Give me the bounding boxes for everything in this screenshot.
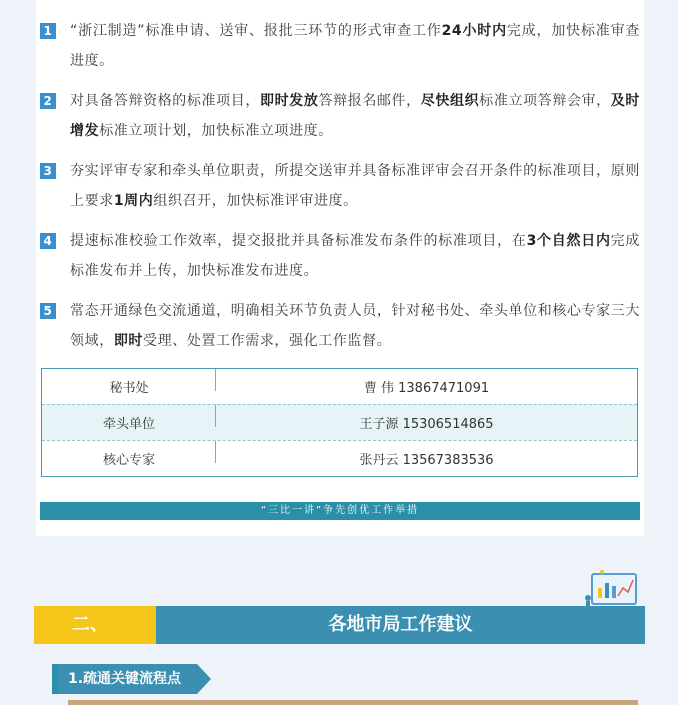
item-text bbox=[70, 296, 640, 356]
emphasis-text: 24小时内 bbox=[441, 23, 507, 39]
section-number: 二、 bbox=[34, 606, 156, 644]
measure-item-4 bbox=[40, 226, 638, 286]
subsection-title: 1.疏通关键流程点 bbox=[58, 664, 197, 694]
measure-item-2 bbox=[40, 86, 641, 146]
item-number: 3 bbox=[40, 163, 56, 179]
section-header bbox=[34, 606, 645, 644]
body-text: 提速标准校验工作效率，提交报批并具备标准发布条件的标准项目，在 bbox=[70, 233, 527, 249]
body-text: 常态开通绿色交流通道，明确相关环节负责人员，针对秘书处、牵头单位和核心专家三大领域， bbox=[70, 303, 640, 349]
body-text: “浙江制造”标准申请、送审、报批三环节的形式审查工作 bbox=[70, 23, 442, 39]
emphasis-text: 即时发放 bbox=[260, 93, 319, 109]
person-cell: 张丹云 13567383536 bbox=[359, 453, 494, 468]
person-cell: 王子源 15306514865 bbox=[359, 417, 494, 432]
image-edge bbox=[68, 700, 638, 705]
body-text: 夯实评审专家和牵头单位职责，所提交送审并具备标准评审会召开条件的标准项目，原则上要求 bbox=[70, 163, 640, 209]
role-cell: 秘书处 bbox=[42, 377, 216, 396]
item-number: 5 bbox=[40, 303, 56, 319]
item-number: 1 bbox=[40, 23, 56, 39]
role-cell: 牵头单位 bbox=[42, 413, 216, 432]
body-text: 组织召开，加快标准评审进度。 bbox=[153, 193, 358, 209]
emphasis-text: 1周内 bbox=[113, 193, 154, 209]
item-text bbox=[70, 16, 640, 76]
emphasis-text: 即时 bbox=[113, 333, 144, 349]
body-text: 完成标准发布并上传，加快标准发布进度。 bbox=[70, 233, 640, 279]
measure-item-3 bbox=[40, 156, 638, 216]
body-text: 对具备答辩资格的标准项目， bbox=[70, 93, 260, 109]
body-text: 标准立项计划，加快标准立项进度。 bbox=[99, 123, 333, 139]
measure-item-1 bbox=[40, 16, 638, 76]
body-text: 答辩报名邮件， bbox=[318, 93, 421, 109]
item-number: 4 bbox=[40, 233, 56, 249]
table-row bbox=[42, 404, 637, 440]
item-number: 2 bbox=[40, 93, 56, 109]
item-text bbox=[70, 156, 640, 216]
table-row bbox=[42, 369, 637, 404]
contact-table bbox=[41, 368, 638, 477]
person-cell: 曹 伟 13867471091 bbox=[363, 381, 490, 396]
body-text: 受理、处置工作需求，强化工作监督。 bbox=[143, 333, 392, 349]
item-text bbox=[70, 226, 640, 286]
section-title: 各地市局工作建议 bbox=[156, 606, 645, 644]
emphasis-text: 尽快组织 bbox=[420, 93, 480, 109]
body-text: 标准立项答辩会审， bbox=[479, 93, 611, 109]
role-cell: 核心专家 bbox=[42, 449, 216, 468]
measure-item-5 bbox=[40, 296, 638, 356]
table-row bbox=[42, 440, 637, 476]
caption-banner: “三比一讲”争先创优工作举措 bbox=[40, 502, 640, 520]
body-text: 完成，加快标准审查进度。 bbox=[70, 23, 640, 69]
emphasis-text: 3个自然日内 bbox=[526, 233, 611, 249]
emphasis-text: 及时增发 bbox=[70, 93, 641, 139]
item-text bbox=[70, 86, 640, 146]
